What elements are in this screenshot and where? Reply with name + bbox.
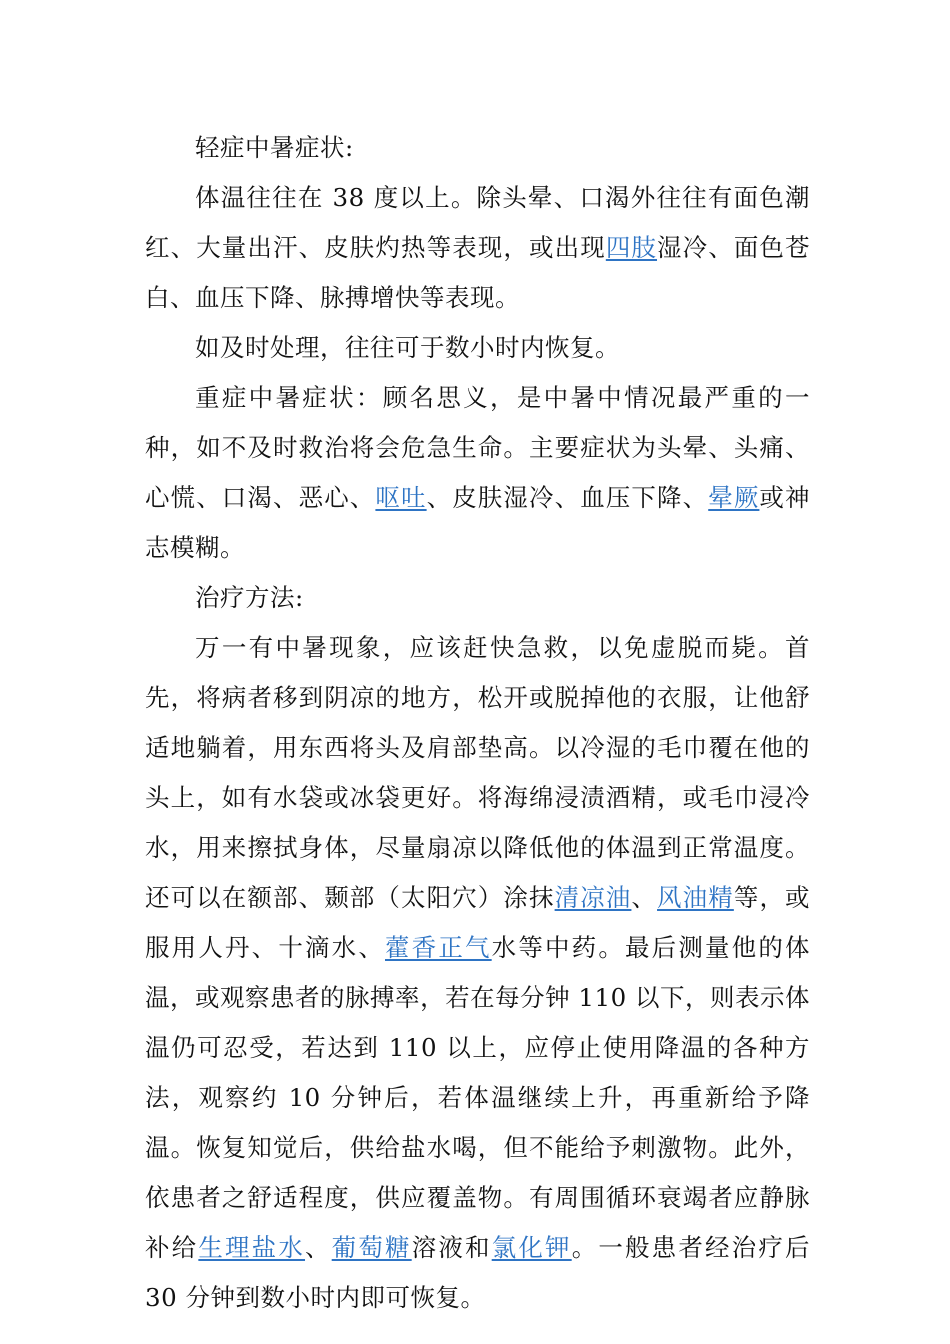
- text-run: 水等中药。最后测量他的体温，或观察患者的脉搏率，若在每分钟 110 以下，则表示体温仍可忍受，若达到 110 以上，应停止使用降温的各种方法，观察约 10 分钟后，若体温继续上升，再重新给予降温。恢复知觉后，供给盐水喝，但不能给予刺激物。此外，依患者之舒适程度，供应覆盖物。有周围循环衰竭者应静脉补给: [145, 933, 811, 1262]
- text-run: 万一有中暑现象，应该赶快急救，以免虚脱而毙。首先，将病者移到阴凉的地方，松开或脱掉他的衣服，让他舒适地躺着，用东西将头及肩部垫高。以冷湿的毛巾覆在他的头上，如有水袋或冰袋更好。将海绵浸渍酒精，或毛巾浸冷水，用来擦拭身体，尽量扇凉以降低他的体温到正常温度。还可以在额部、颞部（太阳穴）涂抹: [145, 633, 810, 912]
- link-fainting[interactable]: 晕厥: [708, 483, 760, 512]
- text-run: 或神志模糊。: [145, 483, 811, 562]
- text-run: 等，或服用人丹、十滴水、: [145, 883, 811, 962]
- link-saline[interactable]: 生理盐水: [198, 1233, 306, 1262]
- heading-treatment-text: 治疗方法:: [195, 583, 304, 612]
- text-run: 重症中暑症状：顾名思义，是中暑中情况最严重的一种，如不及时救治将会危急生命。主要症状为头晕、头痛、心慌、口渴、恶心、: [145, 383, 810, 512]
- document-body: [145, 123, 810, 1323]
- text-run: 、: [305, 1233, 332, 1262]
- text-run: 、皮肤湿冷、血压下降、: [426, 483, 709, 512]
- text-run: 体温往往在 38 度以上。除头晕、口渴外往往有面色潮红、大量出汗、皮肤灼热等表现，或出现: [145, 183, 810, 262]
- paragraph-mild-symptoms: [145, 173, 810, 323]
- text-run: 如及时处理，往往可于数小时内恢复。: [195, 333, 620, 362]
- link-glucose[interactable]: 葡萄糖: [331, 1233, 412, 1262]
- link-potassium-chloride[interactable]: 氯化钾: [491, 1233, 572, 1262]
- link-essential-balm[interactable]: 风油精: [657, 883, 734, 912]
- text-run: 。一般患者经治疗后 30 分钟到数小时内即可恢复。: [145, 1233, 811, 1312]
- link-limbs[interactable]: 四肢: [605, 233, 658, 262]
- paragraph-recovery: [145, 323, 810, 373]
- paragraph-treatment: [145, 623, 810, 1323]
- text-run: 溶液和: [411, 1233, 492, 1262]
- heading-mild-heatstroke-text: 轻症中暑症状:: [195, 133, 354, 162]
- text-run: 、: [631, 883, 658, 912]
- text-run: 湿冷、面色苍白、血压下降、脉搏增快等表现。: [145, 233, 811, 312]
- heading-mild-heatstroke: [145, 123, 810, 173]
- link-huoxiang-zhengqi[interactable]: 藿香正气: [385, 933, 492, 962]
- paragraph-severe-symptoms: [145, 373, 810, 573]
- link-vomiting[interactable]: 呕吐: [375, 483, 427, 512]
- heading-treatment: [145, 573, 810, 623]
- link-cooling-oil[interactable]: 清凉油: [554, 883, 632, 912]
